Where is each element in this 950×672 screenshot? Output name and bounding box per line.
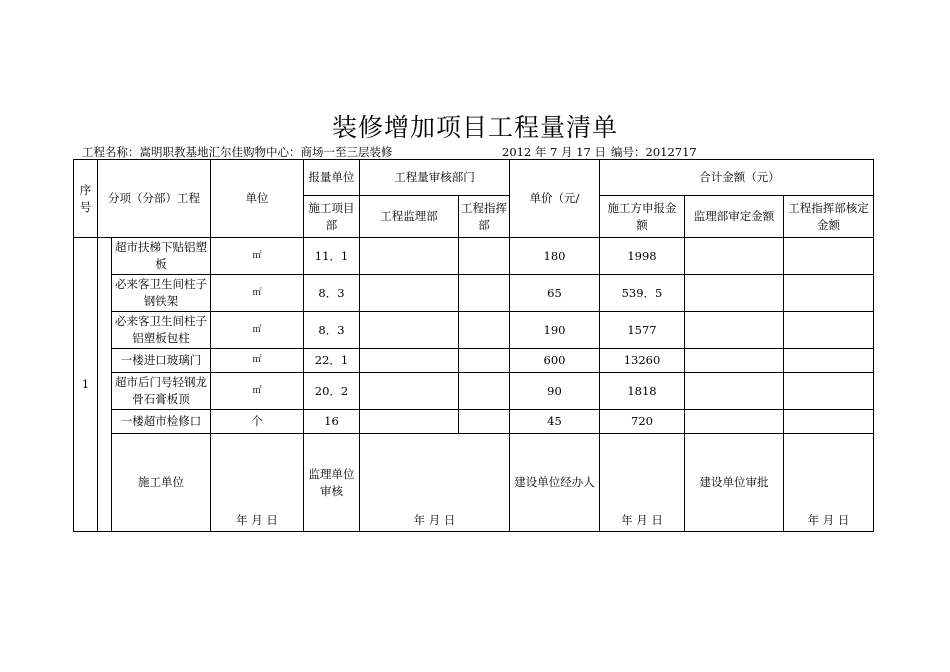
header-seq: 序号 bbox=[74, 160, 98, 238]
document-date: 2012 年 7 月 17 日 bbox=[502, 145, 606, 159]
item-name: 一楼进口玻璃门 bbox=[112, 349, 211, 373]
table-row bbox=[74, 275, 874, 312]
item-amount: 13260 bbox=[600, 349, 685, 373]
signature-row bbox=[74, 434, 874, 532]
item-qty: 8．3 bbox=[304, 275, 360, 312]
table-row bbox=[74, 410, 874, 434]
sig-owner-agent: 建设单位经办人 bbox=[510, 434, 600, 532]
item-price: 600 bbox=[510, 349, 600, 373]
item-price: 65 bbox=[510, 275, 600, 312]
header-price: 单价（元/ bbox=[510, 160, 600, 238]
item-name: 一楼超市检修口 bbox=[112, 410, 211, 434]
table-row bbox=[74, 349, 874, 373]
document-title: 装修增加项目工程量清单 bbox=[331, 113, 618, 142]
item-amount: 720 bbox=[600, 410, 685, 434]
item-name: 必来客卫生间柱子铝塑板包柱 bbox=[112, 312, 211, 349]
item-price: 190 bbox=[510, 312, 600, 349]
header-report-qty: 报量单位 bbox=[304, 160, 360, 196]
sig-owner-approval: 建设单位审批 bbox=[685, 434, 784, 532]
document-number: 编号：2012717 bbox=[611, 145, 697, 159]
sig-date: 年 月 日 bbox=[807, 513, 850, 527]
header-command-amount: 工程指挥部核定金额 bbox=[784, 196, 874, 238]
item-unit: ㎡ bbox=[211, 238, 304, 275]
item-name: 超市后门号轻钢龙骨石膏板顶 bbox=[112, 373, 211, 410]
item-qty: 8．3 bbox=[304, 312, 360, 349]
header-supervision: 工程监理部 bbox=[360, 196, 459, 238]
item-amount: 1577 bbox=[600, 312, 685, 349]
item-amount: 539．5 bbox=[600, 275, 685, 312]
project-name: 工程名称：嵩明职教基地汇尔佳购物中心：商场一至三层装修 bbox=[82, 145, 393, 159]
header-command: 工程指挥部 bbox=[459, 196, 510, 238]
item-qty: 16 bbox=[304, 410, 360, 434]
item-qty: 20．2 bbox=[304, 373, 360, 410]
item-name: 超市扶梯下贴铝塑板 bbox=[112, 238, 211, 275]
item-price: 180 bbox=[510, 238, 600, 275]
item-price: 90 bbox=[510, 373, 600, 410]
table-row bbox=[74, 373, 874, 410]
item-unit: ㎡ bbox=[211, 349, 304, 373]
item-amount: 1818 bbox=[600, 373, 685, 410]
sig-date: 年 月 日 bbox=[621, 513, 663, 527]
table-row bbox=[74, 312, 874, 349]
item-unit: ㎡ bbox=[211, 373, 304, 410]
item-amount: 1998 bbox=[600, 238, 685, 275]
header-item: 分项（分部）工程 bbox=[98, 160, 211, 238]
item-unit: 个 bbox=[211, 410, 304, 434]
header-audit-dept: 工程量审核部门 bbox=[360, 160, 510, 196]
sig-supervision: 监理单位审核 bbox=[304, 434, 360, 532]
item-qty: 11．1 bbox=[304, 238, 360, 275]
item-unit: ㎡ bbox=[211, 312, 304, 349]
item-qty: 22．1 bbox=[304, 349, 360, 373]
sig-date: 年 月 日 bbox=[413, 513, 456, 527]
quantity-table bbox=[73, 159, 874, 532]
item-price: 45 bbox=[510, 410, 600, 434]
item-unit: ㎡ bbox=[211, 275, 304, 312]
table-row bbox=[74, 238, 874, 275]
seq-number: 1 bbox=[74, 238, 98, 532]
item-name: 必来客卫生间柱子钢铁架 bbox=[112, 275, 211, 312]
header-project-dept: 施工项目部 bbox=[304, 196, 360, 238]
sig-contractor: 施工单位 bbox=[112, 434, 211, 532]
sig-date: 年 月 日 bbox=[236, 513, 278, 527]
header-total: 合计金额（元） bbox=[600, 160, 874, 196]
header-contractor-amount: 施工方申报金额 bbox=[600, 196, 685, 238]
header-supervision-amount: 监理部审定金额 bbox=[685, 196, 784, 238]
header-unit: 单位 bbox=[211, 160, 304, 238]
